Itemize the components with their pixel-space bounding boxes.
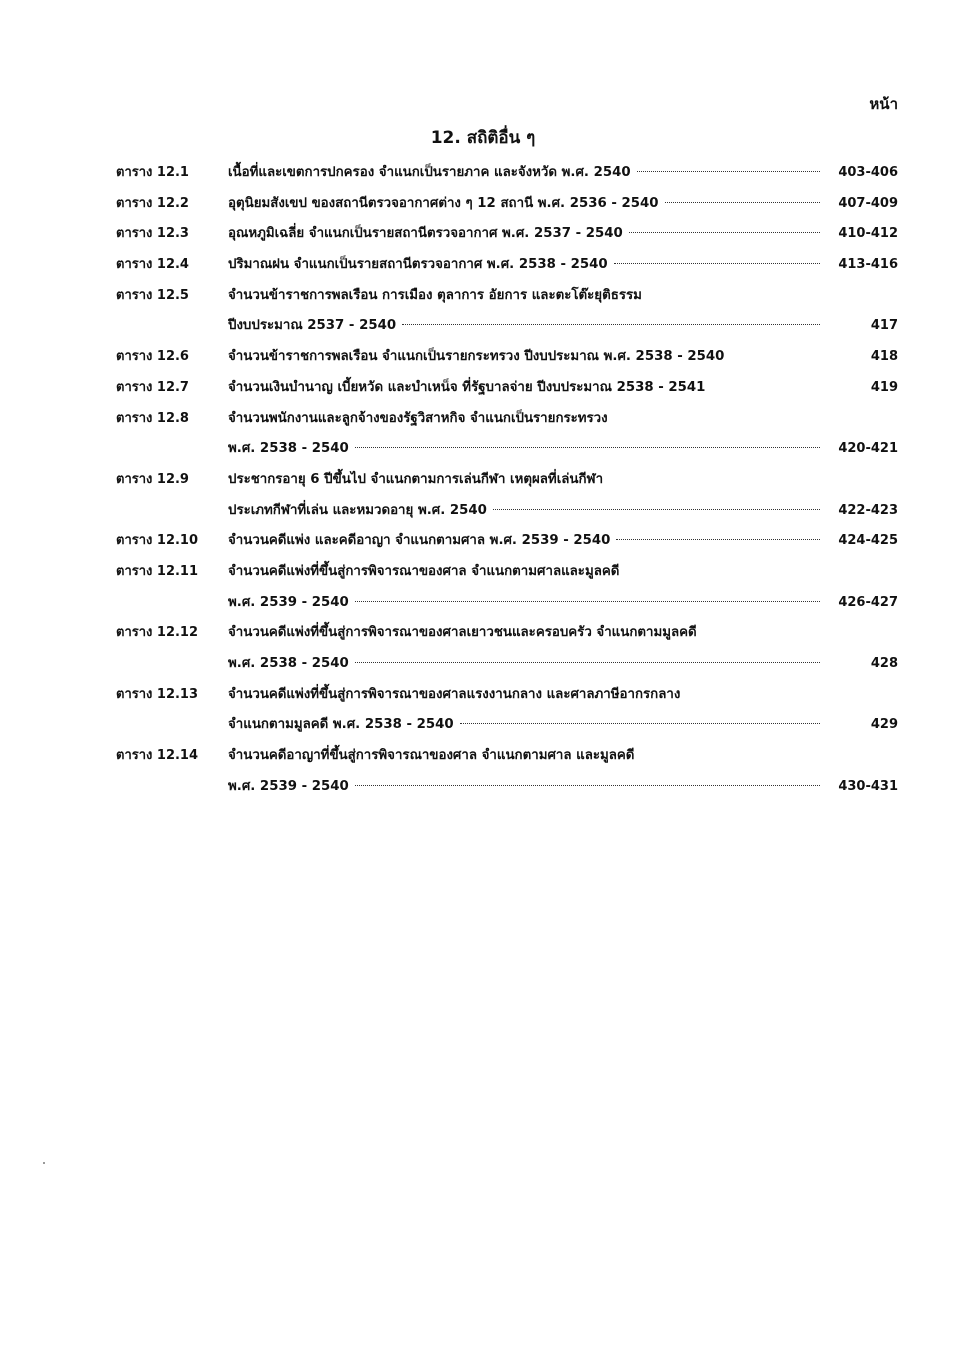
toc-entry-label: ตาราง 12.3 [116,226,189,242]
toc-entry-body [228,465,898,526]
toc-entry-label: ตาราง 12.14 [116,748,199,764]
toc-entry-line [228,772,898,803]
toc-entry-body [228,189,898,220]
toc-entry-page: 410-412 [838,226,898,242]
toc-entry-line [228,373,898,404]
toc-entry-line [228,526,898,557]
toc-entry-title: จำนวนคดีแพ่งที่ขึ้นสู่การพิจารณาของศาลเยาวชนและครอบครัว จำแนกตามมูลคดี [228,625,697,641]
toc-entry-title: จำนวนคดีแพ่งที่ขึ้นสู่การพิจารณาของศาลแรงงานกลาง และศาลภาษีอากรกลาง [228,686,681,702]
toc-entry-title: ประชากรอายุ 6 ปีขึ้นไป จำแนกตามการเล่นกีฬา เหตุผลที่เล่นกีฬา [228,471,604,487]
toc-entry-title: พ.ศ. 2539 - 2540 [228,594,349,610]
toc-entry [116,404,898,465]
toc-entry-title: จำนวนพนักงานและลูกจ้างของรัฐวิสาหกิจ จำแนกเป็นรายกระทรวง [228,410,608,426]
toc-entry-label: ตาราง 12.10 [116,533,199,549]
toc-entry-line [228,680,898,711]
toc-entry-page: 424-425 [838,533,898,549]
toc-entry-label: ตาราง 12.9 [116,471,189,487]
toc-entry-title: จำนวนข้าราชการพลเรือน จำแนกเป็นรายกระทรวง ปีงบประมาณ พ.ศ. 2538 - 2540 [228,349,725,365]
toc-entry [116,557,898,618]
dot-leader [665,202,820,203]
section-title: 12. สถิติอื่น ๆ [430,128,536,148]
toc-entry-label: ตาราง 12.4 [116,257,189,273]
toc-entry-line [228,618,898,649]
toc-entry-line [228,434,898,465]
toc-entry [116,189,898,220]
toc-entry-body [228,404,898,465]
toc-entry-label: ตาราง 12.13 [116,686,199,702]
toc-entry-line [228,710,898,741]
toc-entry-title: จำนวนเงินบำนาญ เบี้ยหวัด และบำเหน็จ ที่รัฐบาลจ่าย ปีงบประมาณ 2538 - 2541 [228,379,706,395]
toc-entry-line [228,311,898,342]
toc-entry-line [228,557,898,588]
toc-entry-body [228,250,898,281]
toc-entry-label: ตาราง 12.7 [116,379,189,395]
toc-entry-page: 407-409 [838,195,898,211]
toc-entry-line [228,189,898,220]
dot-leader [355,447,820,448]
toc-entry-line [228,250,898,281]
toc-entry [116,250,898,281]
toc-entry-page: 430-431 [838,778,898,794]
dot-leader [493,509,820,510]
toc-entry-body [228,741,898,802]
toc-entry-label: ตาราง 12.12 [116,625,199,641]
table-of-contents [116,158,898,802]
toc-entry-body [228,281,898,342]
toc-entry-page: 419 [870,379,898,395]
toc-entry [116,680,898,741]
toc-entry-line [228,404,898,435]
toc-entry-line [228,158,898,189]
dot-leader [629,232,820,233]
toc-entry [116,741,898,802]
toc-entry-title: จำนวนคดีแพ่งที่ขึ้นสู่การพิจารณาของศาล จำแนกตามศาลและมูลคดี [228,563,620,579]
toc-entry-title: จำนวนคดีอาญาที่ขึ้นสู่การพิจารณาของศาล จำแนกตามศาล และมูลคดี [228,748,635,764]
toc-entry-title: จำนวนข้าราชการพลเรือน การเมือง ตุลาการ อัยการ และตะโต๊ะยุติธรรม [228,287,642,303]
toc-entry-line [228,496,898,527]
toc-entry-label: ตาราง 12.11 [116,563,199,579]
toc-entry-title: ปริมาณฝน จำแนกเป็นรายสถานีตรวจอากาศ พ.ศ. 2538 - 2540 [228,257,608,273]
toc-entry [116,373,898,404]
toc-entry-title: อุณหภูมิเฉลี่ย จำแนกเป็นรายสถานีตรวจอากาศ พ.ศ. 2537 - 2540 [228,226,623,242]
toc-entry-title: ปีงบประมาณ 2537 - 2540 [228,318,397,334]
dot-leader [355,601,820,602]
toc-entry-title: จำนวนคดีแพ่ง และคดีอาญา จำแนกตามศาล พ.ศ. 2539 - 2540 [228,533,611,549]
toc-entry-page: 420-421 [838,441,898,457]
toc-entry-label: ตาราง 12.1 [116,165,189,180]
toc-entry-line [228,649,898,680]
toc-entry [116,219,898,250]
toc-entry-body [228,680,898,741]
toc-entry-page: 413-416 [838,257,898,273]
toc-entry-title: จำแนกตามมูลคดี พ.ศ. 2538 - 2540 [228,717,454,733]
toc-entry-line [228,342,898,373]
page-label: หน้า [869,95,898,113]
toc-entry [116,342,898,373]
toc-entry-page: 417 [870,318,898,334]
toc-entry-line [228,741,898,772]
toc-entry-title: พ.ศ. 2538 - 2540 [228,441,349,457]
dot-leader [616,539,820,540]
toc-entry-page: 418 [870,349,898,365]
toc-entry-label: ตาราง 12.6 [116,349,189,365]
toc-entry-line [228,465,898,496]
toc-entry-body [228,557,898,618]
toc-entry-page: 429 [870,717,898,733]
toc-entry-page: 422-423 [838,502,898,518]
toc-entry-body [228,158,898,189]
toc-entry-body [228,373,898,404]
toc-entry-label: ตาราง 12.2 [116,195,189,211]
toc-entry-body [228,526,898,557]
dot-leader [614,263,820,264]
toc-entry-page: 428 [870,656,898,671]
toc-entry [116,618,898,679]
toc-entry-title: อุตุนิยมสังเขป ของสถานีตรวจอากาศต่าง ๆ 12 สถานี พ.ศ. 2536 - 2540 [228,195,659,211]
toc-entry-line [228,219,898,250]
toc-entry-line [228,281,898,312]
dot-leader [637,171,820,172]
toc-entry-page: 403-406 [838,165,898,180]
scan-speck [43,1162,45,1164]
toc-entry-title: เนื้อที่และเขตการปกครอง จำแนกเป็นรายภาค และจังหวัด พ.ศ. 2540 [228,165,631,180]
toc-entry-body [228,219,898,250]
dot-leader [355,662,820,663]
toc-entry [116,526,898,557]
toc-entry [116,281,898,342]
dot-leader [355,785,820,786]
toc-entry-body [228,618,898,679]
toc-entry-line [228,588,898,619]
toc-entry-title: ประเภทกีฬาที่เล่น และหมวดอายุ พ.ศ. 2540 [228,502,487,518]
toc-entry-body [228,342,898,373]
toc-entry-page: 426-427 [838,594,898,610]
dot-leader [460,723,820,724]
toc-entry [116,465,898,526]
toc-entry-title: พ.ศ. 2538 - 2540 [228,656,349,671]
toc-entry-title: พ.ศ. 2539 - 2540 [228,778,349,794]
toc-entry-label: ตาราง 12.5 [116,287,189,303]
toc-entry [116,158,898,189]
toc-entry-label: ตาราง 12.8 [116,410,189,426]
dot-leader [402,324,820,325]
